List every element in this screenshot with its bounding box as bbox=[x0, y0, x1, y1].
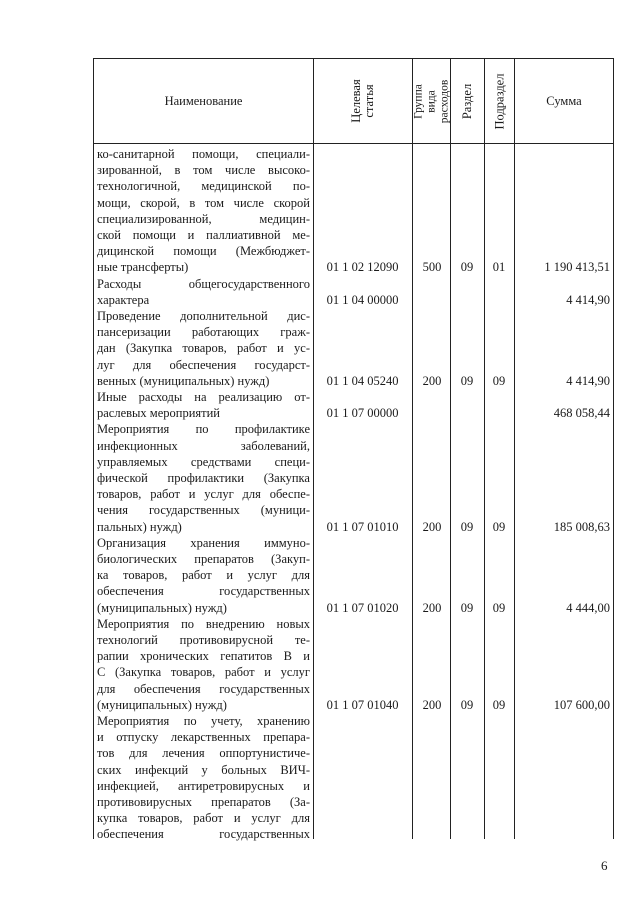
row-name-line: характера bbox=[97, 292, 150, 307]
row-name-cell bbox=[97, 713, 310, 843]
row-name-line: Мероприятия по учету, хранению bbox=[97, 714, 310, 728]
row-name-line: фической профилактики (Закупка bbox=[97, 471, 310, 485]
sum-cell: 468 058,44 bbox=[553, 406, 610, 421]
row-name-line: луг для обеспечения государст- bbox=[97, 357, 310, 372]
row-name-line: (муниципальных) нужд) bbox=[97, 697, 227, 712]
table-row bbox=[0, 389, 640, 421]
row-name-cell bbox=[97, 389, 310, 421]
row-name-line: дицинской помощи (Межбюджет- bbox=[97, 244, 310, 259]
row-name-line: Проведение дополнительной дис- bbox=[97, 309, 310, 323]
section-cell: 09 bbox=[460, 600, 474, 615]
row-name-line: противовирусных препаратов (За- bbox=[97, 795, 310, 810]
target-code-cell: 01 1 04 05240 bbox=[326, 373, 399, 388]
sum-cell: 1 190 413,51 bbox=[544, 260, 610, 275]
row-name-cell bbox=[97, 276, 310, 308]
sum-cell: 185 008,63 bbox=[553, 519, 610, 534]
expense-group-cell: 200 bbox=[422, 373, 442, 388]
row-name-line: технологий противовирусной те- bbox=[97, 633, 310, 647]
header-section-text: Раздел bbox=[460, 83, 475, 119]
section-cell: 09 bbox=[460, 697, 474, 712]
row-name-line: Расходы общегосударственного bbox=[97, 276, 310, 291]
table-row bbox=[0, 146, 640, 276]
row-name-line: венных (муниципальных) нужд) bbox=[97, 373, 270, 388]
table-row bbox=[0, 276, 640, 308]
row-name-line: рапии хронических гепатитов В и bbox=[97, 649, 310, 664]
row-name-line: С (Закупка товаров, работ и услуг bbox=[97, 665, 310, 680]
row-name-line: Организация хранения иммуно- bbox=[97, 535, 310, 550]
row-name-line: раслевых мероприятий bbox=[97, 406, 220, 421]
row-name-line: обеспечения государственных bbox=[97, 584, 310, 599]
sum-cell: 4 414,90 bbox=[566, 373, 610, 388]
row-name-line: зированной, в том числе высоко- bbox=[97, 163, 310, 178]
header-sum-text: Сумма bbox=[546, 93, 582, 108]
row-name-cell bbox=[97, 616, 310, 713]
target-code-cell: 01 1 07 00000 bbox=[326, 406, 399, 421]
row-name-line: товаров, работ и услуг для обеспе- bbox=[97, 487, 310, 502]
subsection-cell: 09 bbox=[492, 600, 506, 615]
subsection-cell: 09 bbox=[492, 373, 506, 388]
table-row bbox=[0, 535, 640, 616]
row-name-cell bbox=[97, 535, 310, 616]
row-name-line: (муниципальных) нужд) bbox=[97, 600, 227, 615]
header-subsection-text: Подраздел bbox=[492, 73, 506, 129]
row-name-line: пансеризации работающих граж- bbox=[97, 325, 310, 340]
row-name-line: для обеспечения государственных bbox=[97, 681, 310, 696]
row-name-line: дан (Закупка товаров, работ и ус- bbox=[97, 341, 310, 356]
row-name-line: тов для лечения оппортунистиче- bbox=[97, 746, 310, 761]
section-cell: 09 bbox=[460, 373, 474, 388]
row-name-line: и отпуску лекарственных препара- bbox=[97, 730, 310, 745]
target-code-cell: 01 1 07 01010 bbox=[326, 519, 399, 534]
row-name-line: управляемых средствами специ- bbox=[97, 454, 310, 469]
section-cell: 09 bbox=[460, 260, 474, 275]
expense-group-cell: 200 bbox=[422, 519, 442, 534]
row-name-cell bbox=[97, 308, 310, 389]
sum-cell: 4 444,00 bbox=[566, 600, 610, 615]
row-name-line: мощи, скорой, в том числе скорой bbox=[97, 195, 310, 210]
expense-group-cell: 200 bbox=[422, 600, 442, 615]
table-row bbox=[0, 421, 640, 534]
row-name-line: биологических препаратов (Закуп- bbox=[97, 552, 310, 566]
sum-cell: 4 414,90 bbox=[566, 292, 610, 307]
row-name-cell bbox=[97, 421, 310, 534]
row-name-line: Иные расходы на реализацию от- bbox=[97, 390, 310, 404]
sum-cell: 107 600,00 bbox=[553, 697, 610, 712]
header-name-text: Наименование bbox=[164, 93, 243, 108]
header-target-text: Целевая статья bbox=[349, 79, 376, 123]
target-code-cell: 01 1 02 12090 bbox=[326, 260, 399, 275]
expense-group-cell: 200 bbox=[422, 697, 442, 712]
row-name-line: ко-санитарной помощи, специали- bbox=[97, 147, 310, 161]
target-code-cell: 01 1 07 01020 bbox=[326, 600, 399, 615]
row-name-line: ских инфекций у больных ВИЧ- bbox=[97, 762, 310, 777]
row-name-line: ка товаров, работ и услуг для bbox=[97, 568, 310, 583]
row-name-line: пальных) нужд) bbox=[97, 519, 182, 534]
table-row bbox=[0, 713, 640, 843]
section-cell: 09 bbox=[460, 519, 474, 534]
table-row bbox=[0, 616, 640, 713]
header-group-text: Группа вида расходов bbox=[412, 79, 450, 123]
subsection-cell: 09 bbox=[492, 697, 506, 712]
row-name-line: обеспечения государственных bbox=[97, 827, 310, 842]
row-name-line: ской помощи и паллиативной ме- bbox=[97, 228, 310, 243]
page-number: 6 bbox=[601, 858, 608, 873]
row-name-line: купка товаров, работ и услуг для bbox=[97, 811, 310, 826]
table-row bbox=[0, 308, 640, 389]
row-name-line: специализированной, медицин- bbox=[97, 211, 310, 226]
row-name-line: Мероприятия по внедрению новых bbox=[97, 616, 310, 631]
row-name-line: Мероприятия по профилактике bbox=[97, 422, 310, 437]
target-code-cell: 01 1 04 00000 bbox=[326, 292, 399, 307]
row-name-cell bbox=[97, 146, 310, 276]
row-name-line: инфекционных заболеваний, bbox=[97, 438, 310, 453]
expense-group-cell: 500 bbox=[422, 260, 442, 275]
row-name-line: инфекцией, антиретровирусных и bbox=[97, 778, 310, 793]
row-name-line: ные трансферты) bbox=[97, 260, 189, 275]
row-name-line: чения государственных (муници- bbox=[97, 503, 310, 518]
target-code-cell: 01 1 07 01040 bbox=[326, 697, 399, 712]
row-name-line: технологичной, медицинской по- bbox=[97, 179, 310, 194]
subsection-cell: 09 bbox=[492, 519, 506, 534]
subsection-cell: 01 bbox=[492, 260, 506, 275]
